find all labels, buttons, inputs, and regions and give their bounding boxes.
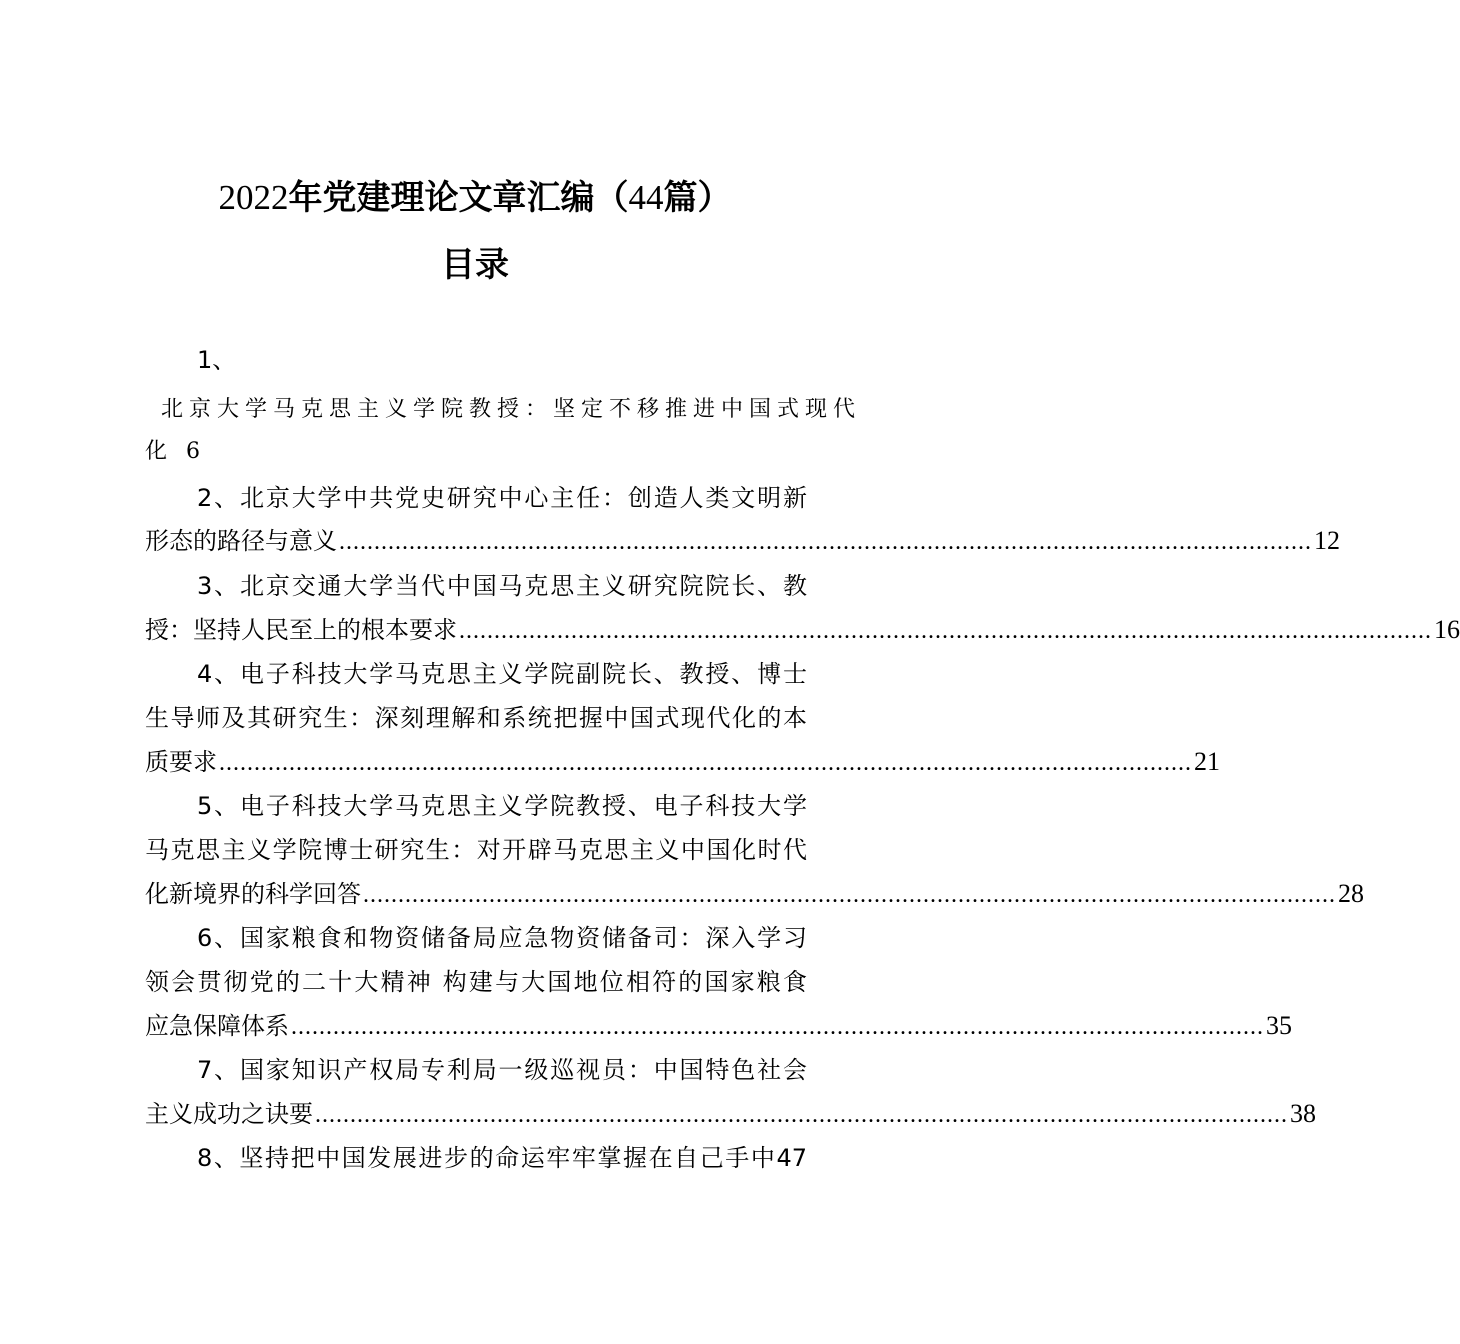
toc-entry-4-line-2[interactable]: 生导师及其研究生：深刻理解和系统把握中国式现代化的本 xyxy=(145,704,807,732)
toc-entry-3-line-2[interactable] xyxy=(145,610,1460,650)
toc-entry-4-line-1[interactable]: 4、电子科技大学马克思主义学院副院长、教授、博士 xyxy=(197,660,807,688)
dot-leader: ........................................................................................................................................... xyxy=(339,529,1312,555)
toc-entry-7-line-1[interactable]: 7、国家知识产权局专利局一级巡视员：中国特色社会 xyxy=(197,1056,807,1084)
toc-entry-6-page: 35 xyxy=(1266,1011,1292,1040)
dot-leader: ........................................................................................................................................... xyxy=(363,882,1336,908)
toc-entry-3-line-1[interactable]: 3、北京交通大学当代中国马克思主义研究院院长、教 xyxy=(197,572,807,600)
toc-entry-4-text: 质要求 xyxy=(145,748,217,776)
toc-entry-2-line-2[interactable] xyxy=(145,521,1340,561)
toc-entry-5-page: 28 xyxy=(1338,879,1364,908)
toc-entry-5-line-2[interactable]: 马克思主义学院博士研究生：对开辟马克思主义中国化时代 xyxy=(145,836,807,864)
toc-entry-6-line-1[interactable]: 6、国家粮食和物资储备局应急物资储备司：深入学习 xyxy=(197,924,807,952)
toc-entry-6-line-2[interactable]: 领会贯彻党的二十大精神 构建与大国地位相符的国家粮食 xyxy=(145,968,807,996)
toc-entry-3-text: 授：坚持人民至上的根本要求 xyxy=(145,616,457,644)
toc-entry-1-line-2[interactable]: 化 6 xyxy=(145,439,206,464)
title-tail: 篇） xyxy=(663,178,732,218)
toc-entry-6-line-3[interactable] xyxy=(145,1006,1292,1046)
toc-entry-7-line-2[interactable] xyxy=(145,1094,1316,1134)
toc-entry-5-line-1[interactable]: 5、电子科技大学马克思主义学院教授、电子科技大学 xyxy=(197,792,807,820)
toc-entry-1-number[interactable]: 1、 xyxy=(197,346,237,374)
toc-entry-7-page: 38 xyxy=(1290,1099,1316,1128)
toc-heading: 目录 xyxy=(441,245,509,285)
title-main: 年党建理论文章汇编（ xyxy=(288,178,629,218)
toc-entry-4-page: 21 xyxy=(1194,747,1220,776)
title-count: 44 xyxy=(628,178,664,217)
toc-entry-3-page: 16 xyxy=(1434,615,1460,644)
toc-entry-2-page: 12 xyxy=(1314,526,1340,555)
toc-entry-4-line-3[interactable] xyxy=(145,742,1220,782)
dot-leader: ........................................................................................................................................... xyxy=(459,618,1432,644)
toc-entry-7-text: 主义成功之诀要 xyxy=(145,1100,313,1128)
dot-leader: ........................................................................................................................................... xyxy=(315,1102,1288,1128)
toc-entry-1-line-1[interactable]: 北京大学马克思主义学院教授：坚定不移推进中国式现代 xyxy=(161,397,862,422)
title-year: 2022 xyxy=(218,178,289,217)
dot-leader: ........................................................................................................................................... xyxy=(291,1014,1264,1040)
toc-entry-5-text: 化新境界的科学回答 xyxy=(145,880,361,908)
toc-entry-5-line-3[interactable] xyxy=(145,874,1364,914)
toc-entry-2-line-1[interactable]: 2、北京大学中共党史研究中心主任：创造人类文明新 xyxy=(197,484,807,512)
document-title xyxy=(0,178,950,218)
toc-entry-6-text: 应急保障体系 xyxy=(145,1012,289,1040)
toc-entry-2-text: 形态的路径与意义 xyxy=(145,527,337,555)
dot-leader: ........................................................................................................................................... xyxy=(219,750,1192,776)
toc-entry-8-line-1[interactable]: 8、坚持把中国发展进步的命运牢牢掌握在自己手中47 xyxy=(197,1144,807,1172)
